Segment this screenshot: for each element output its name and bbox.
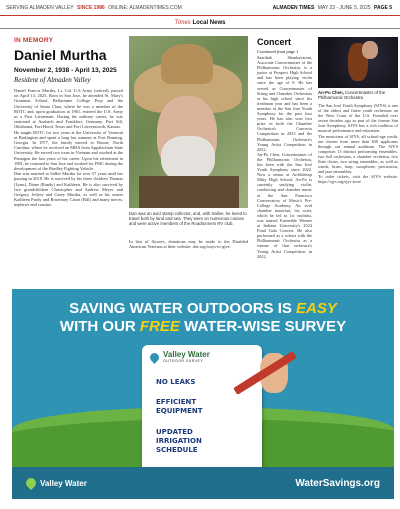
- ad-footer-logo: [26, 478, 87, 488]
- obituary-paragraph: Dan was married to Sallee Murtha for over 57 years until her passing in 2018. He is survived by his three children Thomas (Lynn), Diane (Randy) and Kathleen. He is also survived by five grandchildren Christopher and Andrew Meyer and Gregory, Jeffrey and Casey Murtha, as well as his sisters Kathleen Purdy and Rosemary Caton (Bill) and many nieces, nephews and cousins.: [14, 171, 123, 208]
- photo-hat-crown: [161, 44, 213, 84]
- concert-body: [257, 55, 312, 259]
- page-header: [0, 0, 400, 16]
- ad-footer-website-link[interactable]: WaterSavings.org: [295, 477, 380, 489]
- survey-item-equipment: EQUIPMENT: [156, 407, 203, 415]
- sjys-body: [318, 103, 398, 185]
- ad-headline-survey: WATER-WISE SURVEY: [184, 318, 347, 335]
- obituary-paragraph: Daniel Francis Murtha, Lt. Col. U.S Army (retired), passed on April 13, 2025. Born in San Jose, he attended St. Mary's Grammar School, Bellarmine College Prep and the University of Santa Clara, where he was a member of the ROTC and, upon graduation in 1961, entered the U.S. Army as a First Lieutenant. During his military career, he was stationed at Ansbach and Frankfurt, Germany, Fort Sill, Oklahoma, Fort Hood, Texas and Fort Leavenworth, Kansas.: [14, 88, 123, 130]
- ad-headline-2-text: WITH OUR: [59, 318, 136, 335]
- survey-item-no-leaks: NO LEAKS: [156, 378, 196, 386]
- issue-dates: MAY 23 - JUNE 5, 2025: [317, 4, 371, 11]
- ad-headline-easy: EASY: [296, 300, 337, 317]
- sjys-paragraph: The San José Youth Symphony (SJYS) is one of the oldest and finest youth orchestras on the West Coast of the U.S. Founded over seven decades ago as part of the former San Jose Symphony, SJYS has a rich tradition of musical performance and education.: [318, 103, 398, 134]
- obituary-photo: [129, 36, 248, 208]
- concert-article: [257, 37, 312, 259]
- obituary-name: Daniel Murtha: [14, 47, 107, 63]
- violinist-caption-role: Concertmaster of the Philharmonic Orchestra: [318, 90, 386, 100]
- sjys-paragraph: The musicians of SJYS, all school-age youth, are chosen from more than 650 applicants through our annual auditions. The SJYS comprises 13 distinct performing ensembles: two full orchestras, a chamber orchestra, two flute choirs, two string ensembles, as well as winds, brass, harp, saxophone, percussion, and jazz ensembles.: [318, 133, 398, 175]
- concert-paragraph: An-Pu Chen, Concertmaster of the Philharmonic Orchestra, has been with the San José Youth Symphony since 2022. Now a senior at Archbishop Mitty High School, An-Pu is currently studying violin, conducting and chamber music at the San Francisco Conservatory of Music's Pre-College Academy. An avid chamber musician, his octet, which he led as 1st violinist, was named Ensemble Winner at Indiana University's 2024 Final Gala Concert. He also performed as a soloist with the Philharmonic Orchestra as a winner of that orchestra's Young Artist Competition in 2022.: [257, 151, 312, 259]
- header-online-link[interactable]: ONLINE: ALMADENTIMES.COM: [108, 4, 182, 11]
- ad-headline-free: FREE: [139, 318, 180, 335]
- water-drop-icon: [148, 351, 161, 364]
- obituary-resident: Resident of Almaden Valley: [14, 76, 91, 84]
- publication-name: ALMADEN TIMES: [272, 4, 315, 11]
- violinist-photo: [318, 37, 398, 88]
- concert-column-3: [318, 37, 398, 185]
- obituary-kicker: IN MEMORY: [14, 37, 54, 44]
- violinist-caption: [318, 90, 398, 100]
- survey-card-brand: Valley Water: [163, 350, 210, 359]
- survey-item-irrigation: IRRIGATION: [156, 437, 202, 445]
- survey-card-subtitle: OUTDOOR SURVEY: [163, 359, 204, 363]
- ad-footer: [12, 467, 394, 499]
- obituary-article: [14, 37, 123, 208]
- ad-headline-1-text: SAVING WATER OUTDOORS IS: [69, 300, 292, 317]
- ad-headline-2: [12, 318, 394, 335]
- section-label-times: Times: [174, 20, 191, 26]
- sjys-tickets-paragraph[interactable]: To order tickets, visit the SJYS website: https://sjys.org/sjys-store: [318, 174, 398, 185]
- page-number: PAGE 5: [374, 4, 392, 11]
- survey-card-logo: [150, 351, 210, 363]
- obituary-photo-caption: Dan was an avid stamp collector, and, with Sallee, he loved to travel both by land and sea. They were on numerous cruises and were active members of the Roadrunners RV club.: [129, 211, 247, 226]
- obituary-dates: November 2, 1938 - April 13, 2025: [14, 67, 117, 74]
- concert-continued: Continued from page 1: [257, 49, 299, 54]
- header-right: [273, 5, 394, 11]
- obituary-paragraph: He taught ROTC for two years at the University of Vermont at Burlington and spent a long hot summer at Fort Benning, Georgia. In 1977, the family moved to Boone, North Carolina, where he received an MBA from Appalachian State University. He served two tours in Vietnam and worked at the Pentagon the last years of his career. Upon his retirement in 1981, he returned to San Jose and worked for FMC during the development of the Bradley Fighting Vehicle.: [14, 129, 124, 172]
- survey-item-updated: UPDATED: [156, 428, 193, 436]
- concert-paragraph: Saarthak Shankavaram, Associate Concertmaster of the Philharmonic Orchestra, is a junior at Prospect High School and has been playing violin since the age of 9. He has served as Concertmaster of String and Chamber Orchestras at his high school since his freshman year and has been a member of the San Jose Youth Symphony for the past four years. He has also won first prize in both the Chamber Orchestra's Concerto Competition in 2023 and the Philharmonic Orchestra's Young Artist Competition in 2022.: [257, 55, 312, 152]
- ad-footer-brand: Valley Water: [40, 478, 87, 488]
- survey-item-schedule: SCHEDULE: [156, 446, 198, 454]
- violinist-caption-name: An-Pu Chen,: [318, 90, 344, 95]
- section-label-local-news: Local News: [192, 20, 226, 26]
- header-left: [6, 5, 184, 11]
- valley-water-ad[interactable]: [12, 289, 394, 499]
- section-label: [0, 17, 400, 29]
- photo-shirt: [139, 176, 239, 208]
- concert-title: Concert: [257, 37, 292, 47]
- obituary-body: [14, 88, 123, 208]
- header-since: SINCE 1986: [77, 4, 105, 11]
- header-tagline: SERVING ALMADEN VALLEY: [6, 4, 74, 11]
- valley-water-drop-icon: [24, 476, 38, 490]
- survey-item-efficient: EFFICIENT: [156, 398, 197, 406]
- violinist-face: [362, 41, 378, 59]
- ad-headline-1: [12, 300, 394, 317]
- obituary-closing: In lieu of flowers, donations may be made to the Disabled American Veterans at their website: dav.org/ways-to-give.: [129, 239, 248, 250]
